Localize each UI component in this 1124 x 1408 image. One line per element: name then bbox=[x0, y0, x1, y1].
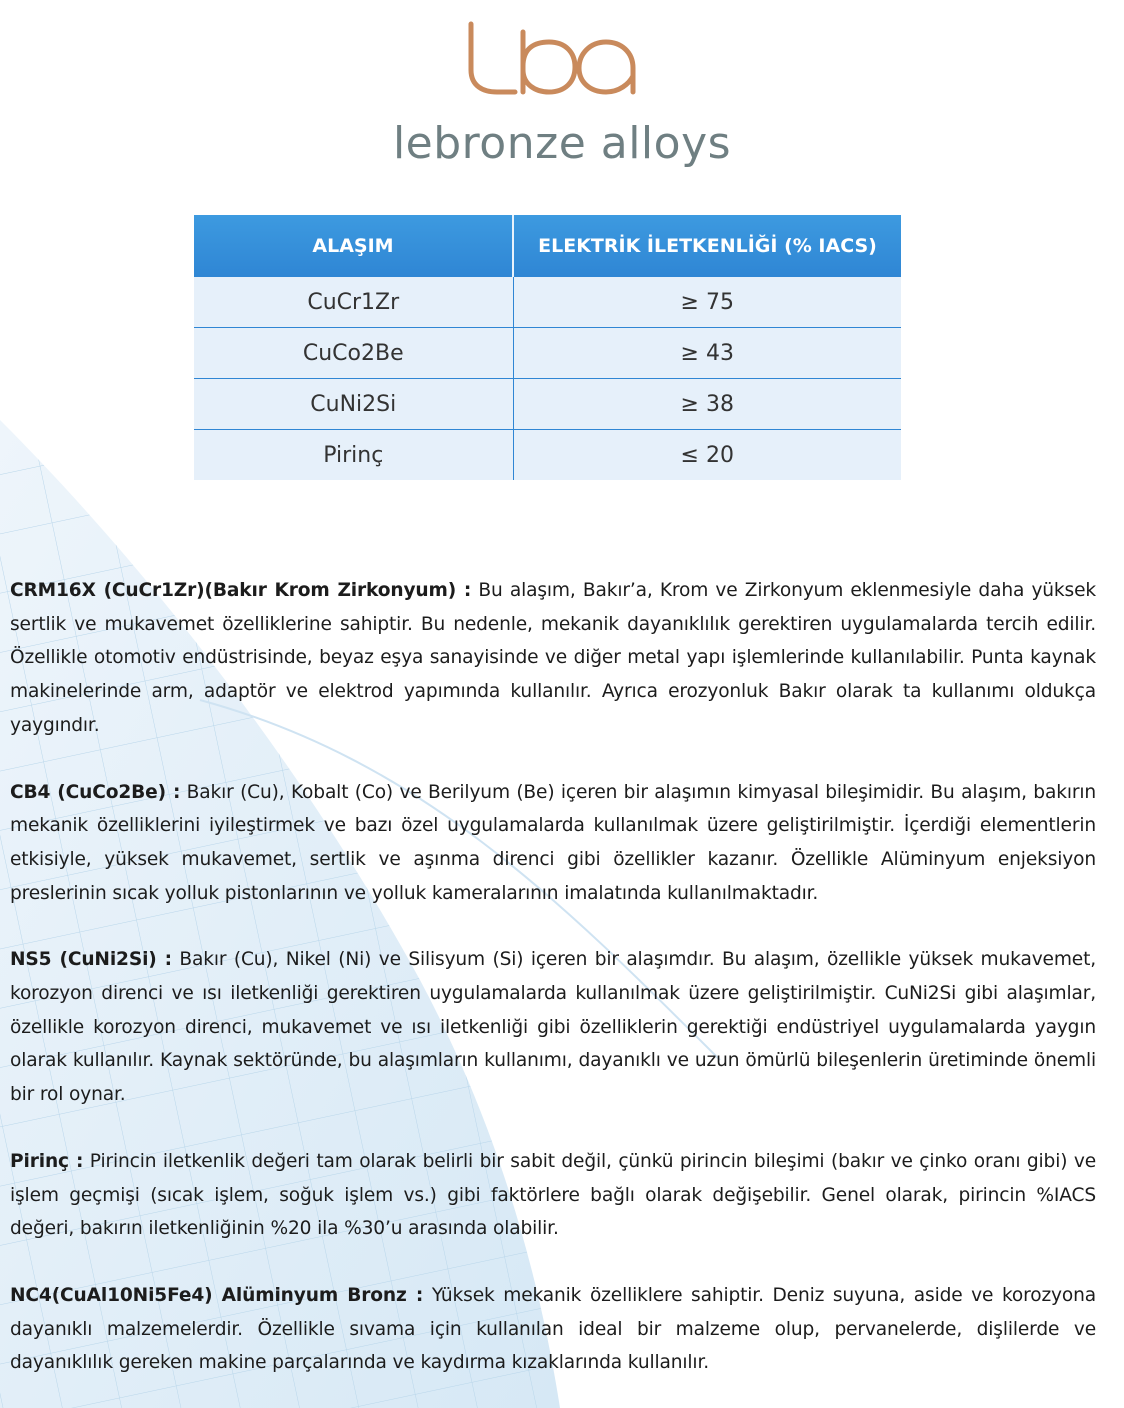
section-text: Bakır (Cu), Nikel (Ni) ve Silisyum (Si) içeren bir alaşımdır. Bu alaşım, özellikle yüksek mukavemet, korozyon direnci ve ısı iletkenliği gerektiren uygulamalarda kullanılmak üzere geliştirilmiştir. CuNi2Si gibi alaşımlar, özellikle korozyon direnci, mukavemet ve ısı iletkenliği gibi özelliklerin gerektiği endüstriyel uygulamalarda yaygın olarak kullanılır. Kaynak sektöründe, bu alaşımların kullanımı, dayanıklı ve uzun ömürlü bileşenlerin üretiminde önemli bir rol oynar. bbox=[10, 949, 1096, 1106]
section-text: Bu alaşım, Bakır’a, Krom ve Zirkonyum eklenmesiyle daha yüksek sertlik ve mukavemet özelliklerine sahiptir. Bu nedenle, mekanik dayanıklılık gerektiren uygulamalarda tercih edilir. Özellikle otomotiv endüstrisinde, beyaz eşya sanayisinde ve diğer metal yapı işlemlerinde kullanılabilir. Punta kaynak makinelerinde arm, adaptör ve elektrod yapımında kullanılır. Ayrıca erozyonluk Bakır olarak ta kullanımı oldukça yaygındır. bbox=[10, 580, 1096, 736]
section-ns5 bbox=[10, 943, 1096, 1112]
header-conductivity: ELEKTRİK İLETKENLİĞİ (% IACS) bbox=[513, 215, 901, 277]
conductivity-cell: ≤ 20 bbox=[513, 430, 901, 481]
section-nc4 bbox=[10, 1279, 1096, 1380]
lba-logo-mark-icon bbox=[465, 18, 645, 98]
conductivity-cell: ≥ 43 bbox=[513, 328, 901, 379]
section-cb4 bbox=[10, 776, 1096, 911]
table-header-row bbox=[194, 215, 901, 277]
table-row bbox=[194, 328, 901, 379]
section-text: Yüksek mekanik özelliklere sahiptir. Deniz suyuna, aside ve korozyona dayanıklı malzemelerdir. Özellikle sıvama için kullanılan ideal bir malzeme olup, pervanelerde, dişlilerde ve dayanıklılık gereken makine parçalarında ve kaydırma kızaklarında kullanılır. bbox=[10, 1284, 1097, 1374]
table-row bbox=[194, 430, 901, 481]
alloy-cell: CuCo2Be bbox=[194, 328, 513, 379]
table-row bbox=[194, 379, 901, 430]
alloy-cell: CuNi2Si bbox=[194, 379, 513, 430]
alloy-descriptions bbox=[10, 574, 1096, 1380]
brand-name: lebronze alloys bbox=[392, 118, 732, 169]
table-row bbox=[194, 277, 901, 328]
conductivity-table bbox=[194, 215, 901, 480]
header-alloy: ALAŞIM bbox=[194, 215, 513, 277]
section-title: NS5 (CuNi2Si) : bbox=[10, 949, 172, 971]
section-text: Pirincin iletkenlik değeri tam olarak belirli bir sabit değil, çünkü pirincin bileşimi (bakır ve çinko oranı gibi) ve işlem geçmişi (sıcak işlem, soğuk işlem vs.) gibi faktörlere bağlı olarak değişebilir. Genel olarak, pirincin %IACS değeri, bakırın iletkenliğinin %20 ila %30’u arasında olabilir. bbox=[10, 1150, 1096, 1240]
section-title: NC4(CuAl10Ni5Fe4) Alüminyum Bronz : bbox=[10, 1284, 424, 1306]
conductivity-cell: ≥ 38 bbox=[513, 379, 901, 430]
alloy-cell: CuCr1Zr bbox=[194, 277, 513, 328]
section-text: Bakır (Cu), Kobalt (Co) ve Berilyum (Be) içeren bir alaşımın kimyasal bileşimidir. Bu alaşım, bakırın mekanik özelliklerini iyileştirmek ve bazı özel uygulamalarda kullanılmak üzere geliştirilmiştir. İçerdiği elementlerin etkisiyle, yüksek mukavemet, sertlik ve aşınma direnci gibi özellikler kazanır. Özellikle Alüminyum enjeksiyon preslerinin sıcak yolluk pistonlarının ve yolluk kameralarının imalatında kullanılmaktadır. bbox=[10, 781, 1096, 904]
section-title: Pirinç : bbox=[10, 1150, 84, 1172]
alloy-cell: Pirinç bbox=[194, 430, 513, 481]
section-crm16x bbox=[10, 574, 1096, 743]
section-title: CB4 (CuCo2Be) : bbox=[10, 781, 181, 803]
conductivity-cell: ≥ 75 bbox=[513, 277, 901, 328]
section-pirinc bbox=[10, 1145, 1096, 1246]
section-title: CRM16X (CuCr1Zr)(Bakır Krom Zirkonyum) : bbox=[10, 580, 472, 601]
